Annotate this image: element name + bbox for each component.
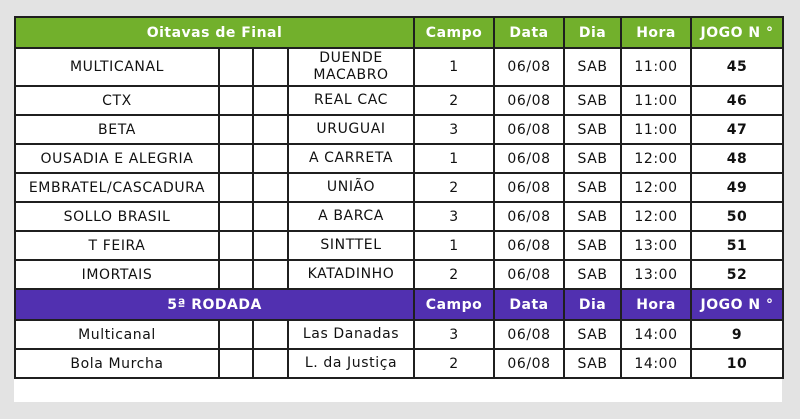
hora-cell: 14:00 xyxy=(621,349,691,378)
jogo-number-cell: 10 xyxy=(691,349,783,378)
jogo-number-cell: 47 xyxy=(691,115,783,144)
score-b-cell xyxy=(253,48,288,86)
score-a-cell xyxy=(219,320,253,349)
team-b: URUGUAI xyxy=(288,115,414,144)
campo-cell: 2 xyxy=(414,260,494,289)
data-cell: 06/08 xyxy=(494,48,564,86)
team-a: CTX xyxy=(15,86,219,115)
section-title: Oitavas de Final xyxy=(15,17,414,48)
team-a: SOLLO BRASIL xyxy=(15,202,219,231)
campo-cell: 2 xyxy=(414,86,494,115)
match-row xyxy=(15,231,783,260)
column-header-hora: Hora xyxy=(621,17,691,48)
score-a-cell xyxy=(219,231,253,260)
dia-cell: SAB xyxy=(564,48,621,86)
column-header-dia: Dia xyxy=(564,289,621,320)
dia-cell: SAB xyxy=(564,202,621,231)
team-b: Las Danadas xyxy=(288,320,414,349)
data-cell: 06/08 xyxy=(494,320,564,349)
team-b: A BARCA xyxy=(288,202,414,231)
column-header-dia: Dia xyxy=(564,17,621,48)
score-a-cell xyxy=(219,86,253,115)
section-header-row xyxy=(15,17,783,48)
match-row xyxy=(15,86,783,115)
data-cell: 06/08 xyxy=(494,260,564,289)
jogo-number-cell: 45 xyxy=(691,48,783,86)
score-a-cell xyxy=(219,173,253,202)
hora-cell: 12:00 xyxy=(621,202,691,231)
hora-cell: 14:00 xyxy=(621,320,691,349)
score-a-cell xyxy=(219,349,253,378)
schedule-body xyxy=(15,17,783,378)
score-a-cell xyxy=(219,144,253,173)
dia-cell: SAB xyxy=(564,173,621,202)
match-row xyxy=(15,320,783,349)
campo-cell: 1 xyxy=(414,48,494,86)
dia-cell: SAB xyxy=(564,260,621,289)
campo-cell: 3 xyxy=(414,202,494,231)
schedule-panel xyxy=(14,16,782,402)
hora-cell: 11:00 xyxy=(621,115,691,144)
score-a-cell xyxy=(219,202,253,231)
jogo-number-cell: 46 xyxy=(691,86,783,115)
campo-cell: 1 xyxy=(414,144,494,173)
hora-cell: 13:00 xyxy=(621,231,691,260)
team-b: A CARRETA xyxy=(288,144,414,173)
hora-cell: 11:00 xyxy=(621,48,691,86)
score-b-cell xyxy=(253,260,288,289)
match-row xyxy=(15,48,783,86)
score-a-cell xyxy=(219,48,253,86)
jogo-number-cell: 9 xyxy=(691,320,783,349)
column-header-campo: Campo xyxy=(414,17,494,48)
match-row xyxy=(15,202,783,231)
dia-cell: SAB xyxy=(564,349,621,378)
dia-cell: SAB xyxy=(564,144,621,173)
data-cell: 06/08 xyxy=(494,231,564,260)
column-header-jogo-number: JOGO N ° xyxy=(691,289,783,320)
data-cell: 06/08 xyxy=(494,115,564,144)
jogo-number-cell: 51 xyxy=(691,231,783,260)
team-b: REAL CAC xyxy=(288,86,414,115)
data-cell: 06/08 xyxy=(494,173,564,202)
team-a: IMORTAIS xyxy=(15,260,219,289)
score-b-cell xyxy=(253,231,288,260)
score-b-cell xyxy=(253,349,288,378)
hora-cell: 12:00 xyxy=(621,144,691,173)
jogo-number-cell: 49 xyxy=(691,173,783,202)
score-a-cell xyxy=(219,260,253,289)
column-header-jogo-number: JOGO N ° xyxy=(691,17,783,48)
campo-cell: 3 xyxy=(414,320,494,349)
jogo-number-cell: 52 xyxy=(691,260,783,289)
column-header-campo: Campo xyxy=(414,289,494,320)
team-a: EMBRATEL/CASCADURA xyxy=(15,173,219,202)
data-cell: 06/08 xyxy=(494,349,564,378)
data-cell: 06/08 xyxy=(494,86,564,115)
team-b: SINTTEL xyxy=(288,231,414,260)
dia-cell: SAB xyxy=(564,231,621,260)
match-row xyxy=(15,260,783,289)
dia-cell: SAB xyxy=(564,115,621,144)
score-b-cell xyxy=(253,86,288,115)
team-b: KATADINHO xyxy=(288,260,414,289)
column-header-data: Data xyxy=(494,289,564,320)
team-a: BETA xyxy=(15,115,219,144)
score-b-cell xyxy=(253,173,288,202)
campo-cell: 2 xyxy=(414,173,494,202)
dia-cell: SAB xyxy=(564,320,621,349)
score-b-cell xyxy=(253,115,288,144)
column-header-data: Data xyxy=(494,17,564,48)
team-a: OUSADIA E ALEGRIA xyxy=(15,144,219,173)
team-b: UNIÃO xyxy=(288,173,414,202)
section-title: 5ª RODADA xyxy=(15,289,414,320)
match-row xyxy=(15,144,783,173)
team-a: Bola Murcha xyxy=(15,349,219,378)
schedule-table xyxy=(14,16,784,379)
data-cell: 06/08 xyxy=(494,202,564,231)
match-row xyxy=(15,115,783,144)
campo-cell: 1 xyxy=(414,231,494,260)
score-b-cell xyxy=(253,144,288,173)
campo-cell: 3 xyxy=(414,115,494,144)
column-header-hora: Hora xyxy=(621,289,691,320)
score-b-cell xyxy=(253,320,288,349)
team-a: T FEIRA xyxy=(15,231,219,260)
dia-cell: SAB xyxy=(564,86,621,115)
team-b: DUENDE MACABRO xyxy=(288,48,414,86)
hora-cell: 12:00 xyxy=(621,173,691,202)
score-a-cell xyxy=(219,115,253,144)
hora-cell: 13:00 xyxy=(621,260,691,289)
match-row xyxy=(15,173,783,202)
section-header-row xyxy=(15,289,783,320)
jogo-number-cell: 48 xyxy=(691,144,783,173)
campo-cell: 2 xyxy=(414,349,494,378)
hora-cell: 11:00 xyxy=(621,86,691,115)
score-b-cell xyxy=(253,202,288,231)
team-a: Multicanal xyxy=(15,320,219,349)
jogo-number-cell: 50 xyxy=(691,202,783,231)
data-cell: 06/08 xyxy=(494,144,564,173)
match-row xyxy=(15,349,783,378)
team-a: MULTICANAL xyxy=(15,48,219,86)
team-b: L. da Justiça xyxy=(288,349,414,378)
